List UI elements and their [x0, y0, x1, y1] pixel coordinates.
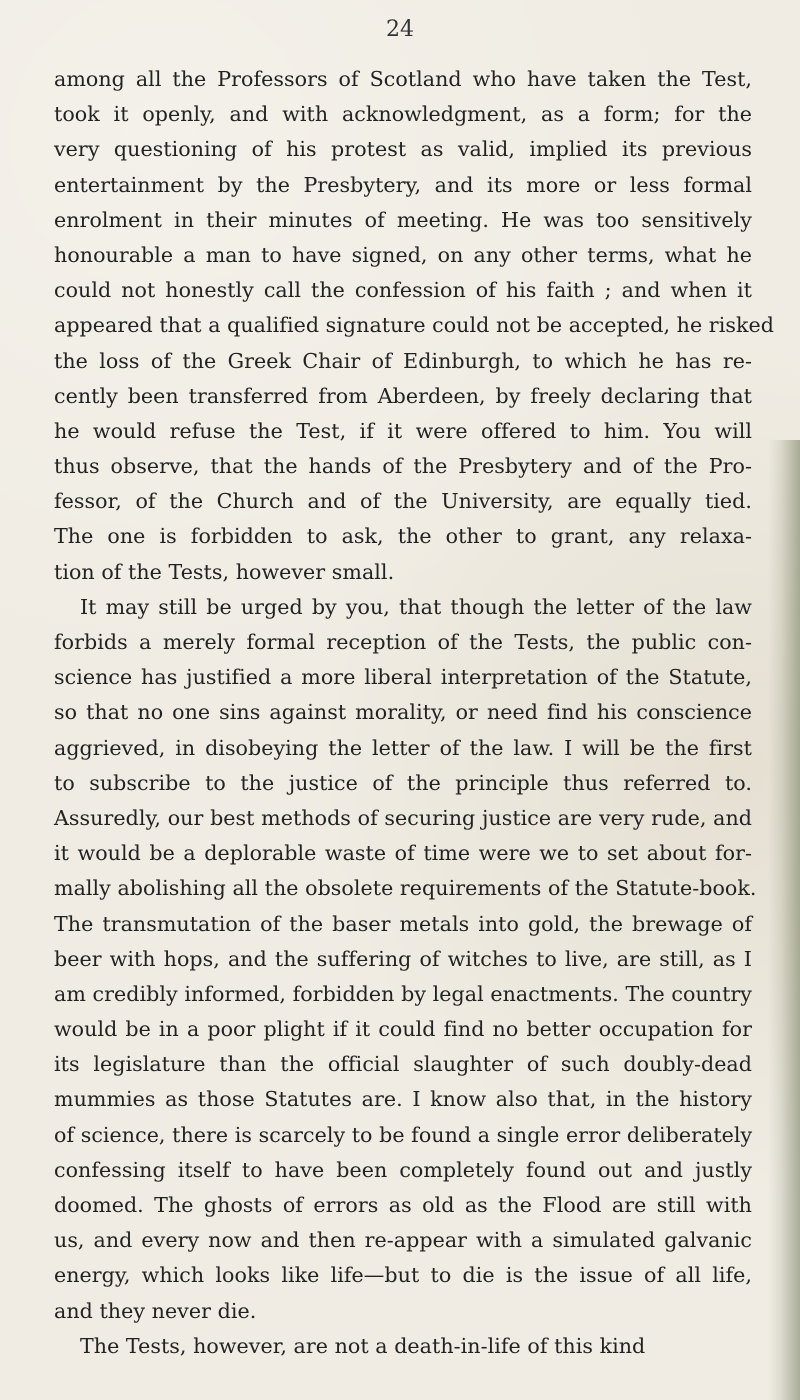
text-line: aggrieved, in disobeying the letter of the law. I will be the first	[54, 735, 752, 760]
text-line: the loss of the Greek Chair of Edinburgh, to which he has re-	[54, 348, 752, 373]
text-line: thus observe, that the hands of the Presbytery and of the Pro-	[54, 454, 752, 479]
body-text	[54, 62, 774, 1364]
text-line: entertainment by the Presbytery, and its more or less formal	[54, 172, 752, 197]
text-line: among all the Professors of Scotland who have taken the Test,	[54, 67, 752, 91]
text-line: mally abolishing all the obsolete requirements of the Statute-book.	[54, 876, 757, 901]
text-line: very questioning of his protest as valid, implied its previous	[54, 137, 752, 162]
text-line: doomed. The ghosts of errors as old as the Flood are still with	[54, 1193, 752, 1217]
text-line: of science, there is scarcely to be found a single error deliberately	[54, 1122, 753, 1147]
page-edge-shadow	[768, 440, 800, 1400]
text-line: The one is forbidden to ask, the other to grant, any relaxa-	[54, 524, 752, 549]
text-line: fessor, of the Church and of the University, are equally tied.	[54, 489, 752, 514]
text-line: took it openly, and with acknowledgment, as a form; for the	[54, 102, 752, 127]
text-line: The Tests, however, are not a death-in-life of this kind	[80, 1333, 646, 1358]
text-line: science has justified a more liberal interpretation of the Statute,	[54, 665, 752, 690]
text-line: would be in a poor plight if it could find no better occupation for	[54, 1017, 752, 1042]
text-line: cently been transferred from Aberdeen, by freely declaring that	[54, 383, 752, 408]
text-line: It may still be urged by you, that though the letter of the law	[80, 594, 752, 619]
text-line: appeared that a qualified signature could not be accepted, he risked	[54, 313, 774, 338]
text-line: mummies as those Statutes are. I know also that, in the history	[54, 1087, 752, 1112]
text-line: The transmutation of the baser metals into gold, the brewage of	[54, 911, 752, 936]
text-line: forbids a merely formal reception of the Tests, the public con-	[54, 630, 752, 654]
text-line: its legislature than the official slaughter of such doubly-dead	[54, 1052, 752, 1077]
text-line: Assuredly, our best methods of securing justice are very rude, and	[54, 805, 752, 830]
text-line: he would refuse the Test, if it were offered to him. You will	[54, 418, 752, 443]
text-line: confessing itself to have been completely found out and justly	[54, 1157, 752, 1182]
text-line: so that no one sins against morality, or need find his conscience	[54, 700, 752, 725]
text-line: am credibly informed, forbidden by legal enactments. The country	[54, 981, 752, 1006]
text-line: energy, which looks like life—but to die is the issue of all life,	[54, 1263, 752, 1288]
text-line: beer with hops, and the suffering of witches to live, are still, as I	[54, 946, 752, 971]
page-number: 24	[386, 17, 414, 42]
text-line: tion of the Tests, however small.	[54, 559, 395, 584]
text-line: to subscribe to the justice of the principle thus referred to.	[54, 770, 752, 795]
text-line: honourable a man to have signed, on any other terms, what he	[54, 242, 752, 267]
text-line: and they never die.	[54, 1298, 257, 1323]
text-line: could not honestly call the confession of his faith ; and when it	[54, 278, 752, 303]
text-line: enrolment in their minutes of meeting. He was too sensitively	[54, 207, 752, 232]
text-line: us, and every now and then re-appear with a simulated galvanic	[54, 1228, 752, 1253]
text-line: it would be a deplorable waste of time were we to set about for-	[54, 841, 752, 866]
